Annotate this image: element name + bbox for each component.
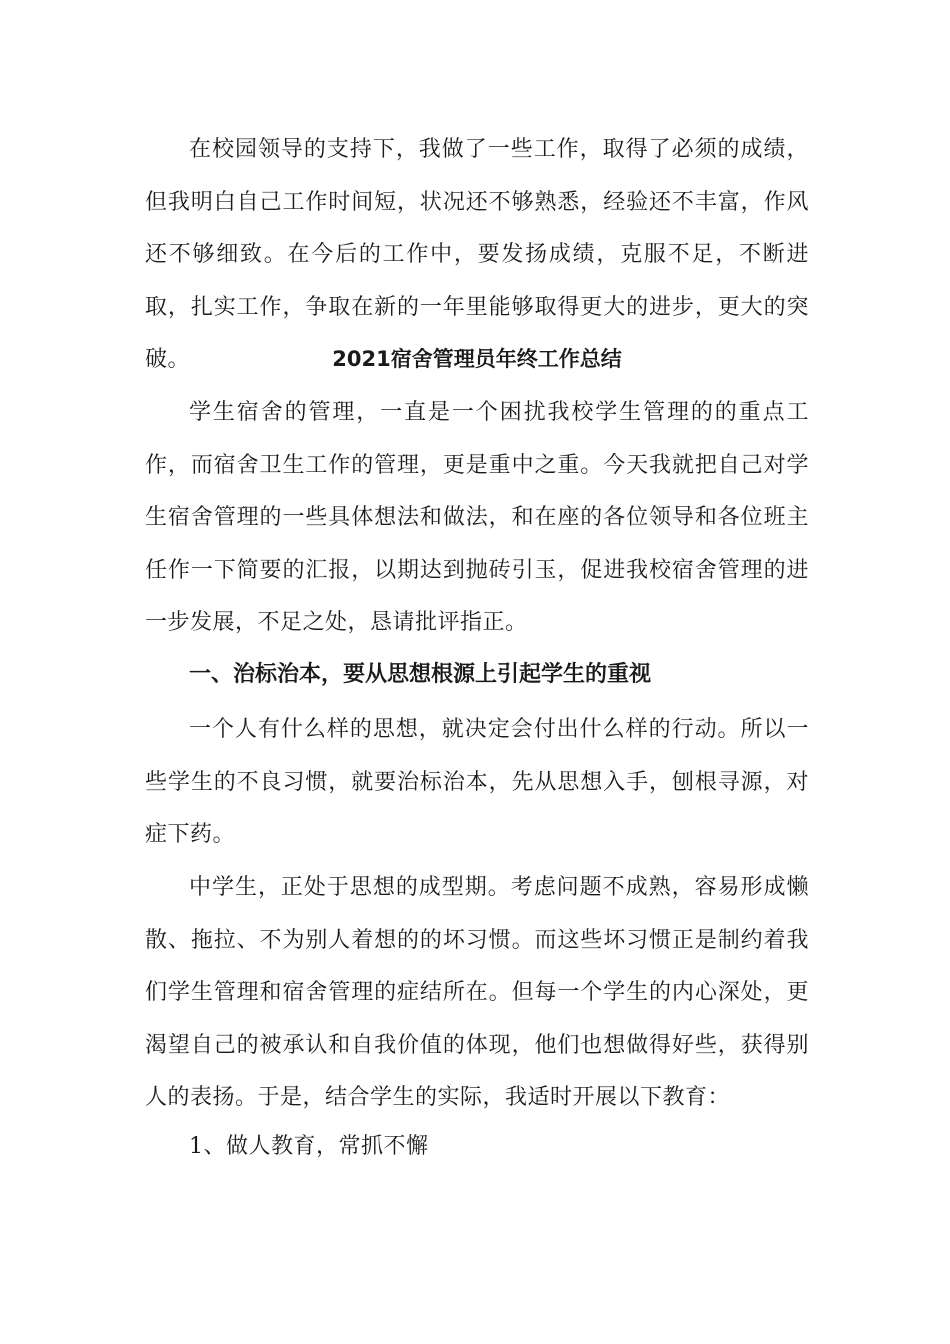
body-paragraph-1: 学生宿舍的管理，一直是一个困扰我校学生管理的的重点工作，而宿舍卫生工作的管理，更是重中之重。今天我就把自己对学生宿舍管理的一些具体想法和做法，和在座的各位领导和各位班主任作一下简要的汇报，以期达到抛砖引玉，促进我校宿舍管理的进一步发展，不足之处，恳请批评指正。 bbox=[145, 400, 809, 635]
list-item-1: 1、做人教育，常抓不懈 bbox=[189, 1134, 429, 1159]
section-heading: 一、治标治本，要从思想根源上引起学生的重视 bbox=[189, 662, 652, 687]
document-title: 2021宿舍管理员年终工作总结 bbox=[332, 347, 622, 371]
body-paragraph-2: 一个人有什么样的思想，就决定会付出什么样的行动。所以一些学生的不良习惯，就要治标治本，先从思想入手，刨根寻源，对症下药。 bbox=[145, 717, 809, 847]
body-paragraph-3: 中学生，正处于思想的成型期。考虑问题不成熟，容易形成懒散、拖拉、不为别人着想的的坏习惯。而这些坏习惯正是制约着我们学生管理和宿舍管理的症结所在。但每一个学生的内心深处，更渴望自己的被承认和自我价值的体现，他们也想做得好些，获得别人的表扬。于是，结合学生的实际，我适时开展以下教育： bbox=[145, 875, 809, 1110]
intro-paragraph: 在校园领导的支持下，我做了一些工作，取得了必须的成绩，但我明白自己工作时间短，状况还不够熟悉，经验还不丰富，作风还不够细致。在今后的工作中，要发扬成绩，克服不足，不断进取，扎实工作，争取在新的一年里能够取得更大的进步，更大的突破。 bbox=[145, 137, 809, 372]
